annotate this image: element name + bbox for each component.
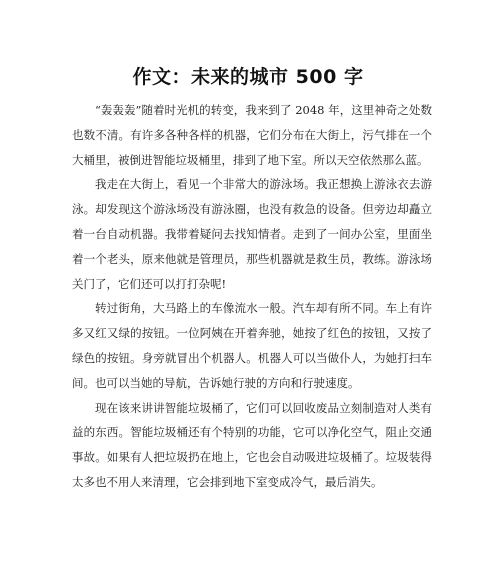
paragraph-2: 我走在大街上，看见一个非常大的游泳场。我正想换上游泳衣去游泳。却发现这个游泳场没有游泳圈，也没有救急的设备。但旁边却矗立着一台自动机器。我带着疑问去找知情者。走到了一间办公室，里面坐着一个老头，原来他就是管理员，那些机器就是救生员，教练。游泳场关门了，它们还可以打打杂呢! xyxy=(72,177,432,291)
essay-body xyxy=(72,98,432,495)
paragraph-4: 现在该来讲讲智能垃圾桶了，它们可以回收废品立刻制造对人类有益的东西。智能垃圾桶还有个特别的功能，它可以净化空气，阻止交通事故。如果有人把垃圾扔在地上，它也会自动吸进垃圾桶了。垃圾装得太多也不用人来清理，它会排到地下室变成冷气，最后消失。 xyxy=(72,400,432,489)
paragraph-3: 转过街角，大马路上的车像流水一般。汽车却有所不同。车上有许多又红又绿的按钮。一位阿姨在开着奔驰，她按了红色的按钮，又按了绿色的按钮。身旁就冒出个机器人。机器人可以当做仆人，为她打扫车间。也可以当她的导航，告诉她行驶的方向和行驶速度。 xyxy=(72,301,432,390)
paragraph-1: “轰轰轰”随着时光机的转变，我来到了 2048 年，这里神奇之处数也数不清。有许多各种各样的机器，它们分布在大街上，污气排在一个大桶里，被倒进智能垃圾桶里，排到了地下室。所以天空依然那么蓝。 xyxy=(72,103,432,167)
essay-title: 作文：未来的城市 500 字 xyxy=(132,66,364,88)
